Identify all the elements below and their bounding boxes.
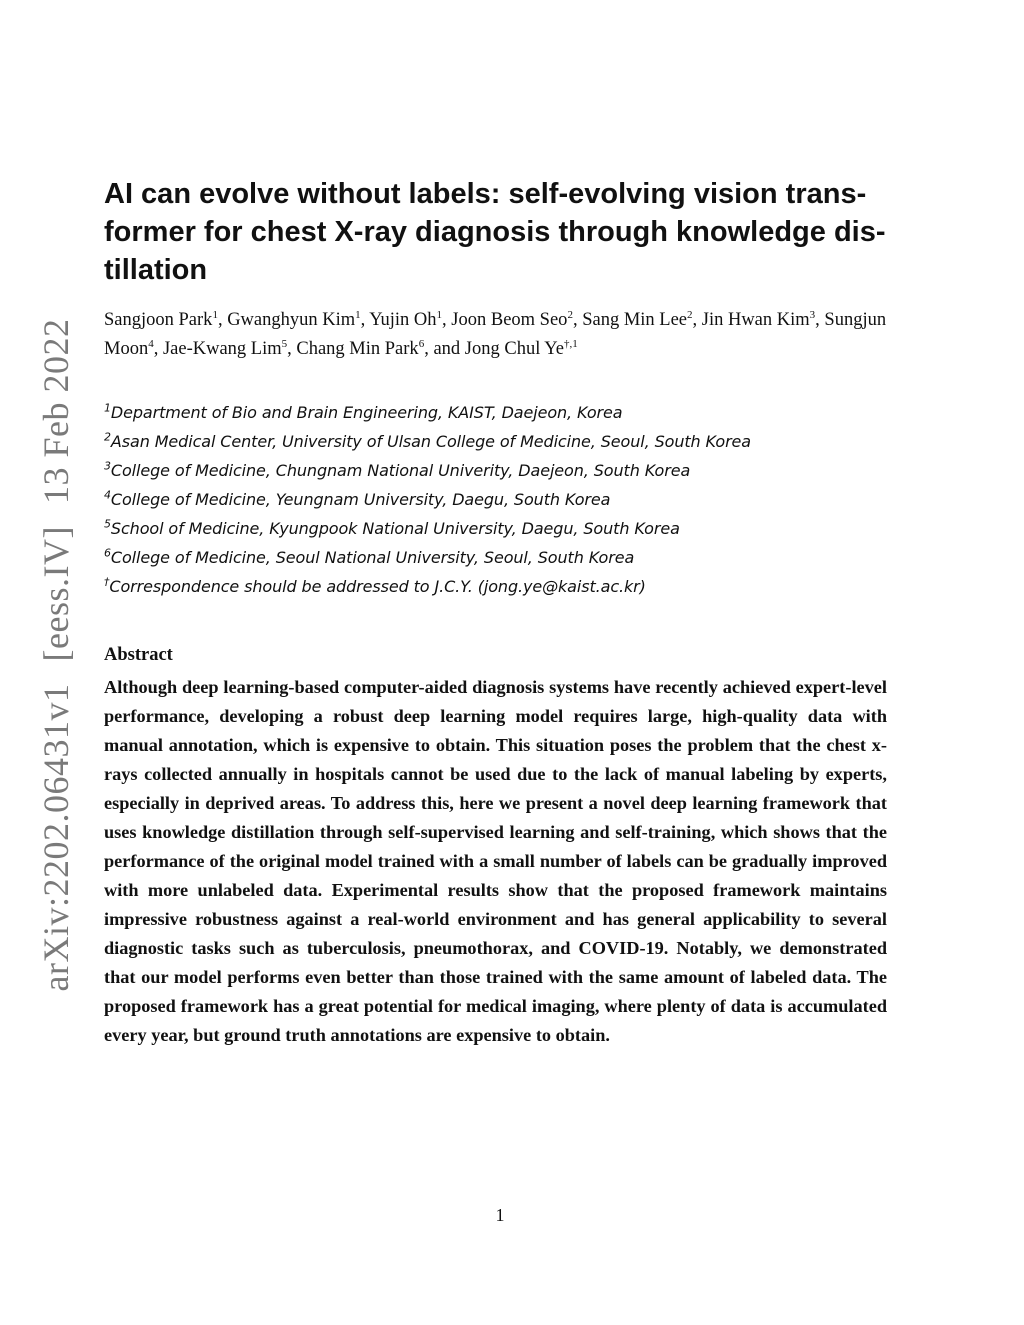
author-separator: , [442,310,452,330]
arxiv-id: arXiv:2202.06431v1 [36,683,76,992]
author-affiliation-mark: 5 [281,337,288,350]
affiliation-item [104,485,924,514]
author-affiliation-mark: 1 [436,308,443,321]
affiliation-mark: 2 [104,430,111,444]
affiliation-item [104,456,924,485]
affiliation-text: Correspondence should be addressed to J.C.Y. (jong.ye@kaist.ac.kr) [109,577,646,596]
author-separator: , [360,310,370,330]
page-number: 1 [495,1205,505,1225]
abstract-body: Although deep learning-based computer-aided diagnosis systems have recently achieved expert-level performance, developing a robust deep learning model requires large, high-quality data with manual annotation, which is expensive to obtain. This situation poses the problem that the chest x-rays collected annually in hospitals cannot be used due to the lack of manual labeling by experts, especially in deprived areas. To address this, here we present a novel deep learning framework that uses knowledge distillation through self-supervised learning and self-training, which shows that the performance of the original model trained with a small number of labels can be gradually improved with more unlabeled data. Experimental results show that the proposed framework maintains impressive robustness against a real-world environment and has general applicability to several diagnostic tasks such as tuberculosis, pneumothorax, and COVID-19. Notably, we demonstrated that our model performs even better than those trained with the same amount of labeled data. The proposed framework has a great potential for medical imaging, where plenty of data is accumulated every year, but ground truth annotations are expensive to obtain. [104,677,887,1045]
affiliation-item [104,543,924,572]
author-name: Jong Chul Ye [464,339,564,359]
author-affiliation-mark: †,1 [564,337,578,350]
paper-title: AI can evolve without labels: self-evolving vision transformer for chest X-ray diagnosis through knowledge distillation [104,178,886,286]
author-name: Jin Hwan Kim [701,310,810,330]
author-name: Chang Min Park [296,339,419,359]
author-affiliation-mark: 1 [212,308,218,321]
author-affiliation-mark: 6 [418,337,425,350]
affiliation-mark: 5 [104,517,111,531]
author-separator: , [572,310,583,330]
author-separator: , [692,310,702,330]
author-name: Jae-Kwang Lim [162,339,282,359]
affiliation-mark: 6 [104,546,111,560]
affiliation-item [104,572,924,601]
affiliation-text: Department of Bio and Brain Engineering, KAIST, Daejeon, Korea [110,403,623,422]
author-name: Yujin Oh [369,310,437,330]
author-affiliation-mark: 2 [567,308,573,321]
affiliation-text: College of Medicine, Yeungnam University, Daegu, South Korea [110,490,611,509]
affiliation-text: School of Medicine, Kyungpook National University, Daegu, South Korea [110,519,680,538]
author-affiliation-mark: 2 [687,308,693,321]
author-separator: , [815,310,825,330]
author-name: Gwanghyun Kim [227,310,356,330]
author-affiliation-mark: 4 [148,337,154,350]
arxiv-date: 13 Feb 2022 [36,318,76,505]
affiliation-text: Asan Medical Center, University of Ulsan College of Medicine, Seoul, South Korea [110,432,751,451]
author-name: Sungjun Moon [104,310,887,359]
affiliation-mark: 4 [104,488,111,502]
affiliation-item [104,398,924,427]
author-list [104,306,914,364]
arxiv-category: [eess.IV] [36,526,76,662]
affiliation-mark: 1 [104,401,111,415]
author-name: Sang Min Lee [582,310,687,330]
author-affiliation-mark: 3 [809,308,816,321]
arxiv-stamp [35,319,77,992]
author-name: Sangjoon Park [104,310,213,330]
affiliation-text: College of Medicine, Seoul National University, Seoul, South Korea [110,548,635,567]
affiliation-mark: † [104,575,110,589]
affiliation-item [104,427,924,456]
abstract-heading: Abstract [104,645,173,665]
author-affiliation-mark: 1 [355,308,361,321]
author-name: Joon Beom Seo [451,310,568,330]
author-separator: , [287,339,297,359]
affiliation-mark: 3 [104,459,111,473]
affiliation-list [104,398,924,601]
affiliation-text: College of Medicine, Chungnam National Univerity, Daejeon, South Korea [110,461,691,480]
affiliation-item [104,514,924,543]
author-separator: , [217,310,228,330]
author-separator: , [153,339,163,359]
author-separator: , and [424,339,465,359]
